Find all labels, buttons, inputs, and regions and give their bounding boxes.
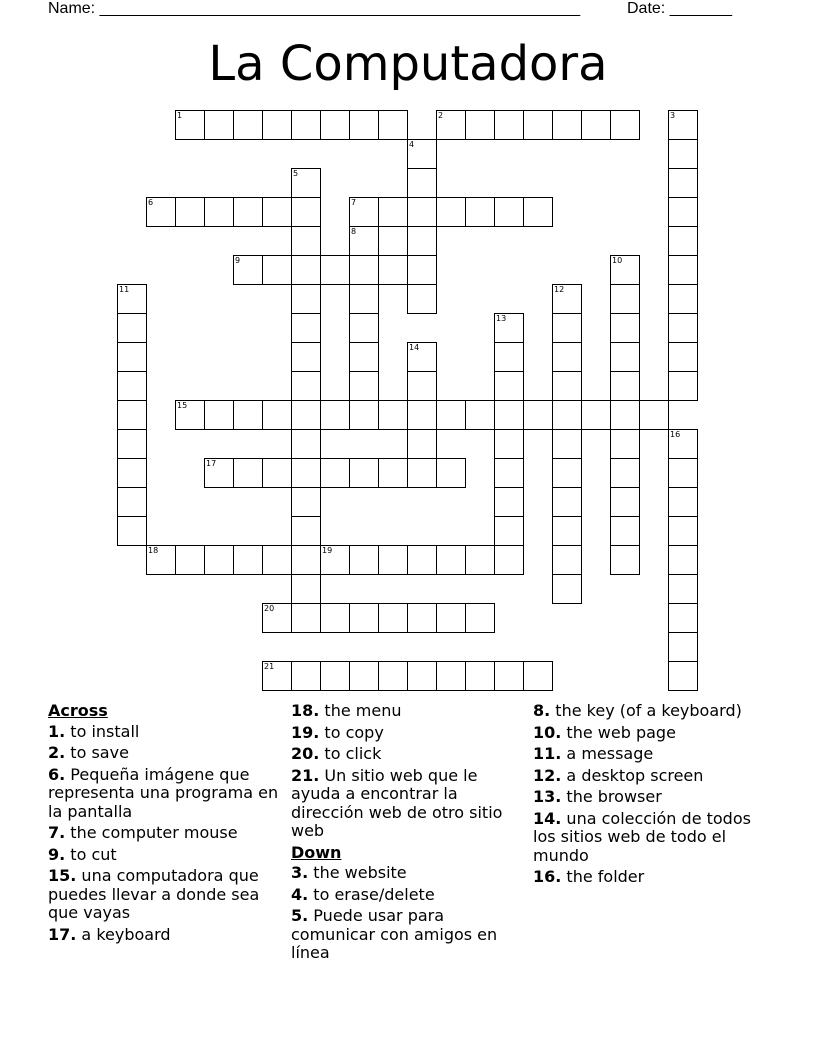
- grid-cell[interactable]: [117, 458, 147, 488]
- grid-cell[interactable]: [465, 603, 495, 633]
- across-heading: Across: [48, 701, 108, 720]
- clue-number: 20: [264, 604, 275, 613]
- down-clue: [291, 907, 527, 963]
- grid-cell[interactable]: [204, 110, 234, 140]
- clue-text: to cut: [65, 844, 117, 864]
- grid-cell[interactable]: [349, 313, 379, 343]
- grid-cell[interactable]: [494, 545, 524, 575]
- grid-cell[interactable]: [610, 255, 640, 285]
- grid-cell[interactable]: [668, 226, 698, 256]
- grid-cell[interactable]: [262, 400, 292, 430]
- grid-cell[interactable]: [610, 487, 640, 517]
- grid-cell[interactable]: [349, 284, 379, 314]
- grid-cell[interactable]: [407, 197, 437, 227]
- grid-cell[interactable]: [436, 110, 466, 140]
- clue-number: 14: [409, 343, 420, 352]
- grid-cell[interactable]: [349, 458, 379, 488]
- grid-cell[interactable]: [668, 661, 698, 691]
- clue-number: 17: [206, 459, 217, 468]
- clue-column-3: [533, 702, 769, 890]
- grid-cell[interactable]: [291, 400, 321, 430]
- grid-cell[interactable]: [407, 139, 437, 169]
- clue-text: the website: [308, 863, 407, 882]
- grid-cell[interactable]: [291, 545, 321, 575]
- across-clue: [291, 702, 527, 721]
- down-heading: Down: [291, 842, 342, 862]
- grid-cell[interactable]: [291, 574, 321, 604]
- clue-number: 7: [351, 198, 357, 207]
- clue-number: 12: [554, 285, 565, 294]
- grid-cell[interactable]: [349, 197, 379, 227]
- clue-text: the browser: [561, 787, 662, 806]
- clue-number-label: 14.: [533, 808, 562, 828]
- grid-cell[interactable]: [378, 110, 408, 140]
- clue-number: 19: [322, 546, 333, 555]
- grid-cell[interactable]: [320, 661, 350, 691]
- grid-cell[interactable]: [407, 371, 437, 401]
- grid-cell[interactable]: [175, 545, 205, 575]
- grid-cell[interactable]: [146, 197, 176, 227]
- grid-cell[interactable]: [668, 139, 698, 169]
- grid-cell[interactable]: [291, 429, 321, 459]
- clue-number-label: 16.: [533, 867, 562, 886]
- clue-number-label: 5.: [291, 906, 309, 925]
- grid-cell[interactable]: [436, 603, 466, 633]
- clue-text: to erase/delete: [308, 884, 435, 904]
- grid-cell[interactable]: [494, 371, 524, 401]
- clue-number: 15: [177, 401, 188, 410]
- clue-text: the folder: [561, 867, 645, 886]
- grid-cell[interactable]: [291, 458, 321, 488]
- grid-cell[interactable]: [668, 284, 698, 314]
- grid-cell[interactable]: [320, 400, 350, 430]
- grid-cell[interactable]: [668, 342, 698, 372]
- clue-number: 21: [264, 662, 275, 671]
- grid-cell[interactable]: [407, 458, 437, 488]
- grid-cell[interactable]: [117, 429, 147, 459]
- down-clue: [291, 886, 527, 905]
- grid-cell[interactable]: [436, 400, 466, 430]
- clue-text: to save: [65, 743, 129, 762]
- down-clue: [533, 767, 769, 786]
- grid-cell[interactable]: [233, 110, 263, 140]
- grid-cell[interactable]: [668, 545, 698, 575]
- grid-cell[interactable]: [465, 110, 495, 140]
- grid-cell[interactable]: [552, 400, 582, 430]
- grid-cell[interactable]: [552, 545, 582, 575]
- grid-cell[interactable]: [494, 458, 524, 488]
- grid-cell[interactable]: [668, 371, 698, 401]
- grid-cell[interactable]: [407, 342, 437, 372]
- grid-cell[interactable]: [291, 603, 321, 633]
- grid-cell[interactable]: [117, 371, 147, 401]
- grid-cell[interactable]: [523, 400, 553, 430]
- grid-cell[interactable]: [262, 661, 292, 691]
- clue-number: 5: [293, 169, 299, 178]
- clue-number-label: 7.: [48, 823, 66, 842]
- grid-cell[interactable]: [349, 603, 379, 633]
- grid-cell[interactable]: [523, 110, 553, 140]
- grid-cell[interactable]: [291, 226, 321, 256]
- across-clue: [291, 767, 527, 841]
- across-clue: [48, 846, 284, 865]
- clue-number: 8: [351, 227, 357, 236]
- grid-cell[interactable]: [407, 661, 437, 691]
- grid-cell[interactable]: [291, 313, 321, 343]
- grid-cell[interactable]: [465, 661, 495, 691]
- grid-cell[interactable]: [175, 197, 205, 227]
- grid-cell[interactable]: [610, 516, 640, 546]
- grid-cell[interactable]: [465, 400, 495, 430]
- grid-cell[interactable]: [378, 661, 408, 691]
- grid-cell[interactable]: [494, 313, 524, 343]
- grid-cell[interactable]: [175, 400, 205, 430]
- grid-cell[interactable]: [349, 661, 379, 691]
- grid-cell[interactable]: [117, 313, 147, 343]
- clue-number-label: 19.: [291, 722, 320, 742]
- clue-number-label: 8.: [533, 701, 551, 720]
- grid-cell[interactable]: [320, 603, 350, 633]
- grid-cell[interactable]: [233, 545, 263, 575]
- grid-cell[interactable]: [552, 458, 582, 488]
- grid-cell[interactable]: [668, 632, 698, 662]
- grid-cell[interactable]: [262, 545, 292, 575]
- across-clue: [48, 766, 284, 822]
- grid-cell[interactable]: [610, 313, 640, 343]
- grid-cell[interactable]: [262, 255, 292, 285]
- clue-text: the computer mouse: [65, 823, 238, 842]
- across-clue: [48, 926, 284, 945]
- grid-cell[interactable]: [204, 197, 234, 227]
- clue-text: una computadora que puedes llevar a donde sea que vayas: [48, 866, 260, 922]
- clue-text: the key (of a keyboard): [550, 701, 742, 720]
- grid-cell[interactable]: [349, 371, 379, 401]
- grid-cell[interactable]: [668, 574, 698, 604]
- grid-cell[interactable]: [262, 603, 292, 633]
- grid-cell[interactable]: [494, 197, 524, 227]
- grid-cell[interactable]: [117, 400, 147, 430]
- across-clue: [48, 723, 284, 742]
- grid-cell[interactable]: [552, 487, 582, 517]
- grid-cell[interactable]: [262, 110, 292, 140]
- grid-cell[interactable]: [552, 516, 582, 546]
- clue-number-label: 15.: [48, 866, 77, 885]
- grid-cell[interactable]: [320, 255, 350, 285]
- clue-number-label: 10.: [533, 722, 562, 742]
- grid-cell[interactable]: [407, 168, 437, 198]
- grid-cell[interactable]: [465, 545, 495, 575]
- clue-number-label: 2.: [48, 743, 66, 762]
- grid-cell[interactable]: [610, 110, 640, 140]
- grid-cell[interactable]: [407, 284, 437, 314]
- grid-cell[interactable]: [552, 342, 582, 372]
- clue-number-label: 6.: [48, 764, 66, 784]
- across-clue: [48, 867, 284, 923]
- grid-cell[interactable]: [552, 110, 582, 140]
- grid-cell[interactable]: [407, 400, 437, 430]
- clue-text: to install: [65, 721, 140, 741]
- grid-cell[interactable]: [581, 400, 611, 430]
- clue-column-1: [48, 702, 284, 947]
- clue-number-label: 3.: [291, 863, 309, 882]
- clue-number: 16: [670, 430, 681, 439]
- clue-number-label: 12.: [533, 765, 562, 785]
- grid-cell[interactable]: [668, 429, 698, 459]
- grid-cell[interactable]: [320, 110, 350, 140]
- grid-cell[interactable]: [494, 342, 524, 372]
- grid-cell[interactable]: [436, 197, 466, 227]
- grid-cell[interactable]: [552, 371, 582, 401]
- grid-cell[interactable]: [523, 197, 553, 227]
- grid-cell[interactable]: [262, 458, 292, 488]
- grid-cell[interactable]: [494, 400, 524, 430]
- grid-cell[interactable]: [378, 545, 408, 575]
- grid-cell[interactable]: [407, 429, 437, 459]
- grid-cell[interactable]: [668, 458, 698, 488]
- clue-text: to copy: [319, 722, 384, 742]
- grid-cell[interactable]: [117, 516, 147, 546]
- grid-cell[interactable]: [320, 458, 350, 488]
- across-clue: [291, 745, 527, 764]
- clue-text: a message: [561, 744, 654, 763]
- grid-cell[interactable]: [378, 603, 408, 633]
- grid-cell[interactable]: [204, 458, 234, 488]
- grid-cell[interactable]: [291, 516, 321, 546]
- grid-cell[interactable]: [552, 284, 582, 314]
- date-field-label: Date: _______: [627, 0, 732, 17]
- grid-cell[interactable]: [349, 226, 379, 256]
- clue-text: Un sitio web que le ayuda a encontrar la dirección web de otro sitio web: [291, 765, 503, 840]
- grid-cell[interactable]: [668, 168, 698, 198]
- clue-number: 11: [119, 285, 130, 294]
- grid-cell[interactable]: [494, 487, 524, 517]
- down-clue: [533, 702, 769, 721]
- clue-number: 2: [438, 111, 444, 120]
- clue-number: 9: [235, 256, 241, 265]
- grid-cell[interactable]: [291, 284, 321, 314]
- grid-cell[interactable]: [233, 458, 263, 488]
- grid-cell[interactable]: [349, 545, 379, 575]
- down-clue: [533, 788, 769, 807]
- grid-cell[interactable]: [668, 313, 698, 343]
- clue-number: 18: [148, 546, 159, 555]
- grid-cell[interactable]: [378, 400, 408, 430]
- grid-cell[interactable]: [610, 458, 640, 488]
- across-clue: [48, 824, 284, 843]
- clue-column-2: [291, 702, 527, 966]
- down-clue: [533, 868, 769, 887]
- grid-cell[interactable]: [610, 400, 640, 430]
- grid-cell[interactable]: [407, 545, 437, 575]
- grid-cell[interactable]: [668, 487, 698, 517]
- grid-cell[interactable]: [262, 197, 292, 227]
- clue-text: a keyboard: [76, 924, 171, 944]
- clue-text: una colección de todos los sitios web de todo el mundo: [533, 808, 751, 865]
- across-clue: [291, 724, 527, 743]
- grid-cell[interactable]: [378, 255, 408, 285]
- grid-cell[interactable]: [233, 197, 263, 227]
- grid-cell[interactable]: [668, 516, 698, 546]
- grid-cell[interactable]: [523, 661, 553, 691]
- grid-cell[interactable]: [465, 197, 495, 227]
- grid-cell[interactable]: [291, 255, 321, 285]
- grid-cell[interactable]: [668, 255, 698, 285]
- grid-cell[interactable]: [349, 110, 379, 140]
- grid-cell[interactable]: [233, 400, 263, 430]
- grid-cell[interactable]: [436, 661, 466, 691]
- grid-cell[interactable]: [610, 429, 640, 459]
- clue-number-label: 20.: [291, 744, 320, 763]
- clue-text: the web page: [561, 722, 676, 742]
- grid-cell[interactable]: [407, 603, 437, 633]
- clue-number-label: 4.: [291, 884, 309, 904]
- grid-cell[interactable]: [175, 110, 205, 140]
- clue-number: 10: [612, 256, 623, 265]
- clue-number-label: 21.: [291, 765, 320, 785]
- grid-cell[interactable]: [494, 661, 524, 691]
- clue-number: 4: [409, 140, 415, 149]
- grid-cell[interactable]: [407, 255, 437, 285]
- grid-cell[interactable]: [378, 458, 408, 488]
- grid-cell[interactable]: [610, 284, 640, 314]
- clue-text: to click: [319, 744, 382, 763]
- clue-number: 13: [496, 314, 507, 323]
- grid-cell[interactable]: [291, 197, 321, 227]
- clue-text: Puede usar para comunicar con amigos en línea: [291, 906, 498, 962]
- down-clue: [533, 724, 769, 743]
- grid-cell[interactable]: [494, 516, 524, 546]
- clue-number-label: 11.: [533, 744, 562, 763]
- name-field-label: Name: ______________________________________________________: [48, 0, 581, 17]
- grid-cell[interactable]: [291, 110, 321, 140]
- grid-cell[interactable]: [291, 661, 321, 691]
- clue-number-label: 1.: [48, 721, 66, 741]
- grid-cell[interactable]: [320, 545, 350, 575]
- down-clue: [291, 864, 527, 883]
- grid-cell[interactable]: [291, 342, 321, 372]
- grid-cell[interactable]: [552, 313, 582, 343]
- grid-cell[interactable]: [146, 545, 176, 575]
- grid-cell[interactable]: [668, 603, 698, 633]
- clue-number: 3: [670, 111, 676, 120]
- clue-number: 6: [148, 198, 154, 207]
- clue-text: the menu: [319, 701, 402, 720]
- grid-cell[interactable]: [581, 110, 611, 140]
- clue-number: 1: [177, 111, 183, 120]
- grid-cell[interactable]: [610, 371, 640, 401]
- grid-cell[interactable]: [668, 110, 698, 140]
- down-clue: [533, 745, 769, 764]
- grid-cell[interactable]: [349, 255, 379, 285]
- grid-cell[interactable]: [494, 110, 524, 140]
- page-title: La Computadora: [208, 36, 608, 92]
- grid-cell[interactable]: [117, 284, 147, 314]
- grid-cell[interactable]: [291, 371, 321, 401]
- grid-cell[interactable]: [552, 574, 582, 604]
- grid-cell[interactable]: [291, 487, 321, 517]
- grid-cell[interactable]: [436, 545, 466, 575]
- clue-number-label: 13.: [533, 787, 562, 806]
- grid-cell[interactable]: [552, 429, 582, 459]
- grid-cell[interactable]: [204, 400, 234, 430]
- grid-cell[interactable]: [291, 168, 321, 198]
- grid-cell[interactable]: [233, 255, 263, 285]
- across-clue: [48, 744, 284, 763]
- grid-cell[interactable]: [610, 342, 640, 372]
- clue-number-label: 9.: [48, 844, 66, 864]
- grid-cell[interactable]: [407, 226, 437, 256]
- clue-number-label: 17.: [48, 924, 77, 944]
- down-clue: [533, 810, 769, 866]
- grid-cell[interactable]: [639, 400, 669, 430]
- grid-cell[interactable]: [204, 545, 234, 575]
- grid-cell[interactable]: [117, 342, 147, 372]
- grid-cell[interactable]: [668, 197, 698, 227]
- grid-cell[interactable]: [349, 342, 379, 372]
- clue-text: Pequeña imágene que representa una programa en la pantalla: [48, 764, 279, 821]
- clue-text: a desktop screen: [561, 765, 704, 785]
- grid-cell[interactable]: [436, 458, 466, 488]
- grid-cell[interactable]: [349, 400, 379, 430]
- clue-number-label: 18.: [291, 701, 320, 720]
- grid-cell[interactable]: [378, 197, 408, 227]
- grid-cell[interactable]: [494, 429, 524, 459]
- grid-cell[interactable]: [117, 487, 147, 517]
- grid-cell[interactable]: [610, 545, 640, 575]
